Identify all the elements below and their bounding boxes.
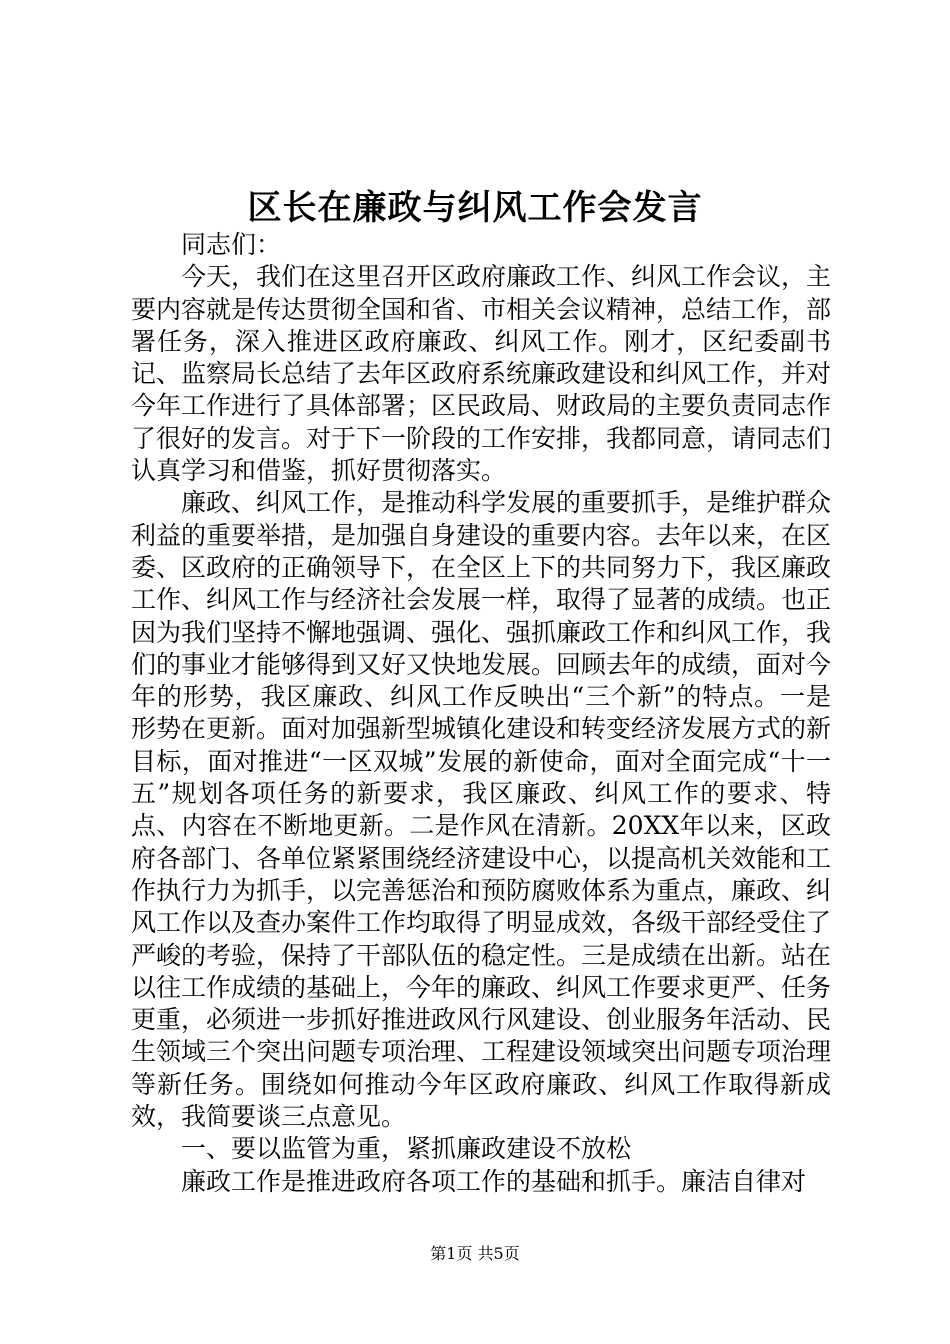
salutation: 同志们： (181, 230, 282, 259)
page-footer: 第1页 共5页 (430, 1244, 520, 1263)
document-body (131, 229, 831, 1198)
paragraph-1: 今天，我们在这里召开区政府廉政工作、纠风工作会议，主要内容就是传达贯彻全国和省、市相关会议精神，总结工作，部署任务，深入推进区政府廉政、纠风工作。刚才，区纪委副书记、监察局长总结了去年区政府系统廉政建设和纠风工作，并对今年工作进行了具体部署；区民政局、财政局的主要负责同志作了很好的发言。对于下一阶段的工作安排，我都同意，请同志们认真学习和借鉴，抓好贯彻落实。 (131, 262, 832, 486)
paragraph-3: 廉政工作是推进政府各项工作的基础和抓手。廉洁自律对 (181, 1166, 807, 1196)
document-title: 区长在廉政与纠风工作会发言 (247, 188, 703, 228)
paragraph-2: 廉政、纠风工作，是推动科学发展的重要抓手，是维护群众利益的重要举措，是加强自身建设的重要内容。去年以来，在区委、区政府的正确领导下，在全区上下的共同努力下，我区廉政工作、纠风工作与经济社会发展一样，取得了显著的成绩。也正因为我们坚持不懈地强调、强化、强抓廉政工作和纠风工作，我们的事业才能够得到又好又快地发展。回顾去年的成绩，面对今年的形势，我区廉政、纠风工作反映出“三个新”的特点。一是形势在更新。面对加强新型城镇化建设和转变经济发展方式的新目标，面对推进“一区双城”发展的新使命，面对全面完成“十一五”规划各项任务的新要求，我区廉政、纠风工作的要求、特点、内容在不断地更新。二是作风在清新。20XX年以来，区政府各部门、各单位紧紧围绕经济建设中心，以提高机关效能和工作执行力为抓手，以完善惩治和预防腐败体系为重点，廉政、纠风工作以及查办案件工作均取得了明显成效，各级干部经受住了严峻的考验，保持了干部队伍的稳定性。三是成绩在出新。站在以往工作成绩的基础上，今年的廉政、纠风工作要求更严、任务更重，必须进一步抓好推进政风行风建设、创业服务年活动、民生领域三个突出问题专项治理、工程建设领域突出问题专项治理等新任务。围绕如何推动今年区政府廉政、纠风工作取得新成效，我简要谈三点意见。 (131, 488, 832, 1132)
section-heading: 一、要以监管为重，紧抓廉政建设不放松 (181, 1134, 632, 1164)
